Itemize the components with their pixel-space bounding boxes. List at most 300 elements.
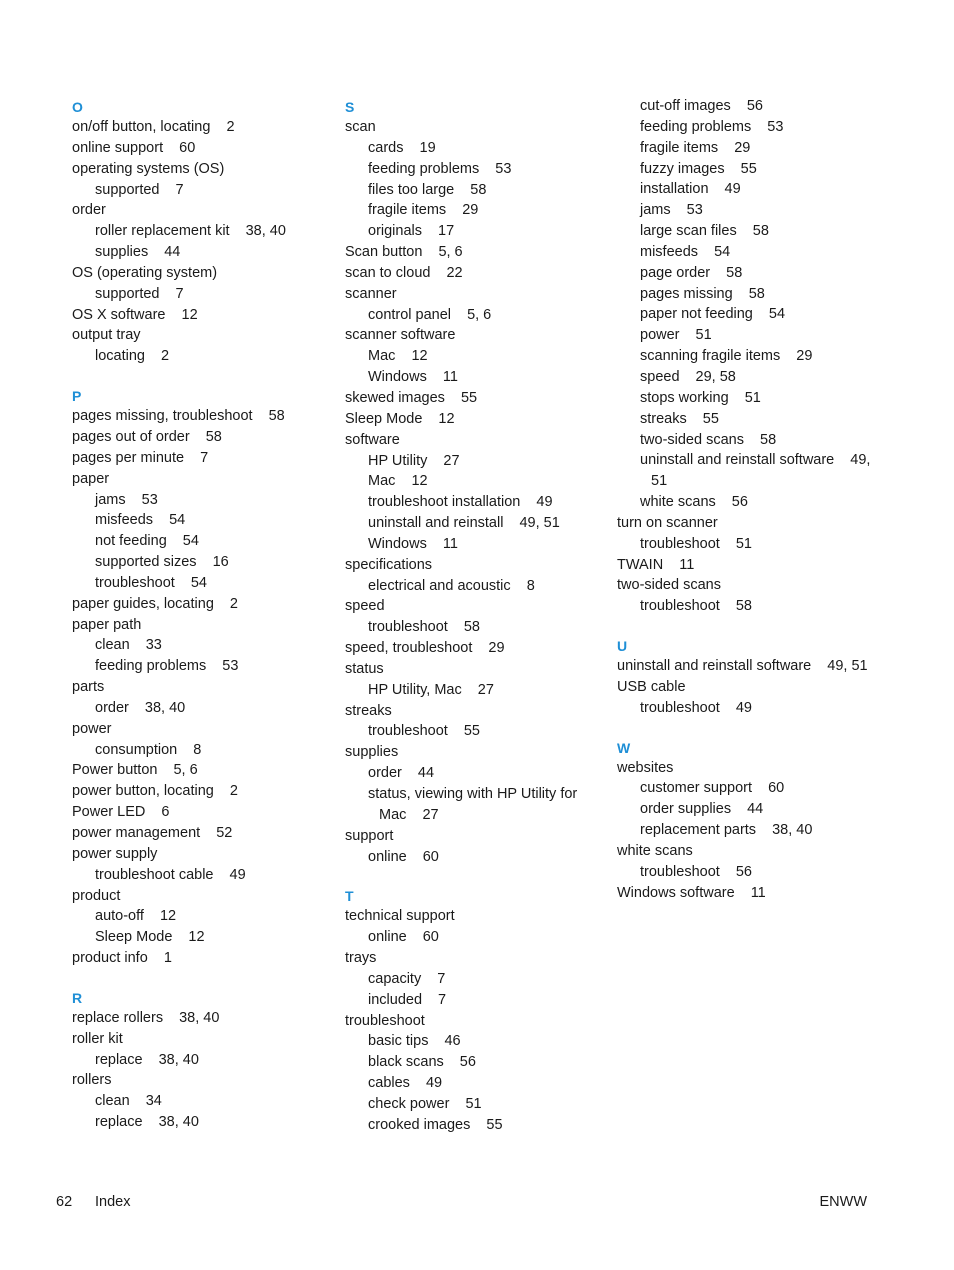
index-subentry: [72, 510, 322, 531]
entry-page-ref: 7: [200, 449, 209, 466]
entry-page-ref: 6: [161, 804, 170, 821]
entry-page-ref: 54: [190, 574, 207, 591]
entry-term: pages missing, troubleshoot: [72, 408, 253, 425]
entry-page-ref: 2: [226, 119, 235, 135]
index-entry: [345, 948, 600, 969]
entry-term: power management: [72, 825, 201, 841]
index-subentry: [617, 96, 877, 117]
index-subentry: [617, 862, 877, 883]
entry-term: OS X software: [72, 306, 166, 323]
entry-page-ref: 29, 58: [695, 368, 736, 385]
entry-term: Windows: [368, 535, 427, 552]
entry-term: feeding problems: [95, 658, 207, 675]
entry-term: replace: [95, 1114, 143, 1131]
entry-page-ref: 53: [141, 491, 158, 508]
entry-term: product info: [72, 950, 148, 967]
index-subentry: [345, 721, 600, 742]
entry-page-ref: 49: [425, 1075, 443, 1092]
index-subentry: [345, 492, 600, 513]
entry-page-ref: 53: [767, 118, 784, 135]
index-subentry: [617, 117, 877, 138]
entry-term: originals: [368, 223, 422, 240]
entry-term: online: [368, 929, 407, 946]
index-subentry: [345, 180, 600, 201]
entry-term: clean: [95, 1093, 130, 1110]
index-entry: [345, 555, 600, 576]
entry-term: misfeeds: [95, 512, 154, 529]
index-subentry: [617, 820, 877, 841]
index-section: [617, 96, 877, 617]
entry-page-ref: 53: [686, 202, 703, 219]
entry-page-ref: 56: [746, 98, 763, 114]
entry-term: pages missing: [640, 285, 733, 302]
entry-page-ref: 46: [444, 1033, 461, 1050]
entry-page-ref: 27: [422, 806, 439, 823]
index-subentry: [72, 221, 322, 242]
entry-term: cables: [368, 1075, 410, 1092]
entry-page-ref: 49, 51: [827, 658, 868, 675]
entry-term: Mac: [368, 348, 396, 365]
entry-term: Sleep Mode: [345, 410, 423, 427]
entry-term: feeding problems: [368, 160, 480, 177]
entry-term: troubleshoot: [368, 619, 448, 636]
entry-page-ref: 54: [714, 243, 731, 260]
section-letter-heading: W: [617, 739, 631, 756]
entry-term: consumption: [95, 741, 178, 758]
entry-term: parts: [72, 679, 105, 696]
index-subentry: [617, 799, 877, 820]
section-letter-heading: U: [617, 638, 628, 655]
index-subentry: [345, 576, 600, 597]
entry-term: TWAIN: [617, 556, 664, 573]
entry-page-ref: 2: [229, 783, 238, 800]
entry-term: operating systems (OS): [72, 160, 225, 177]
entry-term: black scans: [368, 1054, 444, 1071]
entry-page-ref: 49: [724, 181, 741, 198]
entry-term: supplies: [345, 744, 399, 761]
entry-term: speed, troubleshoot: [345, 640, 473, 657]
entry-page-ref: 58: [760, 431, 777, 448]
entry-term: stops working: [640, 389, 729, 406]
entry-page-ref: 11: [750, 884, 766, 901]
entry-term: troubleshoot installation: [368, 494, 521, 511]
entry-page-ref: 38, 40: [144, 699, 186, 716]
entry-term: power: [72, 720, 112, 737]
entry-term: troubleshoot: [640, 863, 720, 880]
entry-term: Sleep Mode: [95, 929, 173, 946]
index-subentry: [72, 906, 322, 927]
entry-term: pages per minute: [72, 449, 185, 466]
entry-term: speed: [345, 598, 385, 615]
entry-term: basic tips: [368, 1033, 429, 1050]
entry-term: websites: [617, 759, 674, 776]
entry-page-ref: 58: [726, 264, 743, 281]
index-entry: [72, 263, 322, 284]
entry-page-ref: 1: [163, 950, 172, 967]
entry-term: not feeding: [95, 533, 167, 550]
entry-page-ref: 49: [536, 494, 553, 511]
entry-page-ref: 49, 51: [519, 515, 560, 532]
footer-doc-code: ENWW: [819, 1194, 867, 1210]
entry-term: troubleshoot cable: [95, 866, 214, 883]
entry-page-ref: 55: [740, 160, 757, 177]
entry-term: troubleshoot: [640, 535, 720, 552]
index-subentry: [345, 927, 600, 948]
entry-term: jams: [95, 491, 126, 508]
index-subentry: [617, 304, 877, 325]
index-subentry: [617, 263, 877, 284]
entry-term: Power button: [72, 762, 158, 779]
index-subentry: [617, 450, 877, 492]
index-column-2: [345, 96, 600, 1154]
entry-term: files too large: [368, 181, 455, 198]
index-entry: [617, 883, 877, 904]
index-entry: [345, 596, 600, 617]
index-entry: [72, 677, 322, 698]
index-subentry: [72, 573, 322, 594]
entry-term: large scan files: [640, 223, 737, 240]
entry-page-ref: 60: [179, 139, 196, 156]
index-subentry: [617, 200, 877, 221]
entry-term: on/off button, locating: [72, 119, 211, 135]
index-entry: [345, 325, 600, 346]
entry-term: replace: [95, 1051, 143, 1068]
entry-page-ref: 55: [460, 389, 478, 406]
index-subentry: [617, 221, 877, 242]
index-entry: [617, 841, 877, 862]
index-subentry: [345, 1052, 600, 1073]
entry-page-ref: 27: [443, 452, 460, 469]
entry-term: Power LED: [72, 804, 146, 821]
entry-term: locating: [95, 348, 145, 365]
section-letter-heading: T: [345, 888, 354, 905]
entry-page-ref: 58: [470, 181, 487, 198]
entry-page-ref: 58: [735, 598, 752, 615]
entry-term: trays: [345, 950, 377, 967]
entry-term: roller kit: [72, 1030, 123, 1047]
entry-term: speed: [640, 368, 680, 385]
entry-page-ref: 5, 6: [467, 306, 492, 323]
index-subentry: [345, 1031, 600, 1052]
index-subentry: [617, 778, 877, 799]
entry-term: streaks: [345, 702, 392, 719]
entry-page-ref: 44: [164, 244, 181, 261]
entry-page-ref: 58: [463, 619, 480, 636]
entry-term: cut-off images: [640, 98, 731, 114]
entry-page-ref: 38, 40: [158, 1114, 199, 1131]
index-entry: [345, 826, 600, 847]
index-entry: [72, 138, 322, 159]
entry-page-ref: 29: [734, 139, 751, 156]
index-entry: [345, 263, 600, 284]
entry-page-ref: 52: [216, 825, 233, 841]
entry-page-ref: 12: [411, 473, 428, 490]
index-section: [72, 987, 322, 1133]
entry-term: Scan button: [345, 244, 423, 261]
entry-page-ref: 49, 51: [651, 452, 871, 490]
entry-page-ref: 58: [752, 223, 769, 240]
entry-term: electrical and acoustic: [368, 577, 511, 594]
index-entry: [345, 742, 600, 763]
entry-page-ref: 7: [437, 970, 446, 987]
index-entry: [72, 719, 322, 740]
index-entry: [617, 513, 877, 534]
entry-page-ref: 51: [695, 327, 712, 344]
entry-page-ref: 33: [145, 637, 162, 654]
index-subentry: [72, 927, 322, 948]
entry-term: fragile items: [368, 202, 447, 219]
entry-page-ref: 29: [488, 640, 505, 657]
index-entry: [345, 659, 600, 680]
entry-term: supported: [95, 285, 160, 302]
entry-term: installation: [640, 181, 709, 198]
entry-term: supported: [95, 181, 160, 198]
index-entry: [345, 906, 600, 927]
index-entry: [345, 1011, 600, 1032]
index-entry: [72, 615, 322, 636]
index-section: [345, 885, 600, 1135]
index-entry: [617, 677, 877, 698]
index-entry: [617, 555, 877, 576]
entry-term: support: [345, 827, 394, 844]
entry-term: pages out of order: [72, 428, 190, 445]
entry-term: jams: [640, 202, 671, 219]
entry-term: uninstall and reinstall software: [617, 658, 812, 675]
index-subentry: [72, 740, 322, 761]
entry-page-ref: 53: [495, 160, 512, 177]
index-section: [617, 737, 877, 904]
entry-term: product: [72, 887, 121, 904]
entry-page-ref: 60: [422, 929, 439, 946]
entry-page-ref: 38, 40: [158, 1051, 199, 1068]
index-subentry: [345, 617, 600, 638]
index-subentry: [617, 346, 877, 367]
index-subentry: [72, 1091, 322, 1112]
index-subentry: [617, 430, 877, 451]
entry-term: Windows software: [617, 884, 735, 901]
entry-term: rollers: [72, 1072, 112, 1089]
entry-page-ref: 44: [417, 765, 435, 782]
entry-term: included: [368, 991, 423, 1008]
index-subentry: [345, 969, 600, 990]
entry-page-ref: 8: [193, 741, 202, 758]
index-subentry: [617, 367, 877, 388]
index-subentry: [345, 451, 600, 472]
entry-page-ref: 38, 40: [772, 822, 813, 839]
index-subentry: [345, 471, 600, 492]
entry-term: troubleshoot: [345, 1012, 425, 1029]
index-subentry: [617, 388, 877, 409]
entry-page-ref: 38, 40: [179, 1009, 220, 1026]
entry-page-ref: 12: [181, 306, 198, 323]
index-entry: [617, 656, 877, 677]
entry-term: supported sizes: [95, 554, 197, 571]
index-subentry: [345, 138, 600, 159]
index-subentry: [345, 763, 600, 784]
index-subentry: [345, 990, 600, 1011]
entry-page-ref: 49: [229, 866, 246, 883]
index-entry: [72, 159, 322, 180]
index-entry: [345, 701, 600, 722]
entry-term: feeding problems: [640, 118, 752, 135]
entry-page-ref: 60: [422, 848, 439, 865]
entry-term: Mac: [368, 473, 396, 490]
index-section: [72, 385, 322, 969]
entry-page-ref: 34: [145, 1093, 162, 1110]
entry-term: check power: [368, 1095, 450, 1112]
entry-page-ref: 44: [747, 801, 764, 818]
entry-page-ref: 2: [229, 595, 238, 612]
index-subentry: [345, 1094, 600, 1115]
entry-page-ref: 55: [702, 410, 719, 427]
entry-term: order supplies: [640, 801, 732, 818]
entry-term: capacity: [368, 970, 422, 987]
index-subentry: [617, 325, 877, 346]
entry-page-ref: 5, 6: [438, 244, 463, 261]
entry-term: scanner software: [345, 327, 456, 344]
index-subentry: [72, 242, 322, 263]
entry-term: paper path: [72, 616, 142, 633]
index-entry: [72, 117, 322, 138]
entry-page-ref: 56: [459, 1054, 476, 1071]
entry-term: scan to cloud: [345, 264, 431, 281]
index-subentry: [72, 698, 322, 719]
index-entry: [345, 430, 600, 451]
entry-term: supplies: [95, 244, 149, 261]
index-entry: [72, 781, 322, 802]
footer-section-label: Index: [95, 1194, 131, 1210]
entry-page-ref: 2: [161, 348, 170, 365]
entry-term: HP Utility: [368, 452, 428, 469]
entry-page-ref: 60: [768, 780, 785, 797]
entry-term: OS (operating system): [72, 264, 218, 281]
index-subentry: [345, 346, 600, 367]
entry-term: white scans: [640, 494, 716, 511]
entry-term: power button, locating: [72, 783, 214, 800]
index-section: [345, 96, 600, 867]
section-letter-heading: P: [72, 388, 82, 405]
index-subentry: [345, 680, 600, 701]
entry-term: output tray: [72, 327, 141, 344]
entry-term: online support: [72, 139, 164, 156]
entry-term: order: [72, 202, 106, 219]
index-entry: [72, 802, 322, 823]
entry-term: troubleshoot: [640, 699, 720, 716]
entry-page-ref: 11: [442, 369, 458, 386]
entry-page-ref: 22: [446, 264, 463, 281]
entry-term: turn on scanner: [617, 514, 718, 531]
index-entry: [72, 469, 322, 490]
entry-term: fuzzy images: [640, 160, 725, 177]
index-subentry: [345, 200, 600, 221]
index-entry: [72, 886, 322, 907]
index-entry: [72, 427, 322, 448]
index-entry: [72, 1008, 322, 1029]
index-column-3: [617, 96, 877, 922]
entry-page-ref: 56: [735, 863, 752, 880]
index-entry: [345, 388, 600, 409]
index-entry: [617, 758, 877, 779]
entry-term: USB cable: [617, 678, 686, 695]
entry-page-ref: 56: [731, 494, 748, 511]
index-entry: [72, 594, 322, 615]
entry-page-ref: 54: [169, 512, 186, 529]
index-subentry: [345, 784, 600, 826]
entry-term: auto-off: [95, 908, 144, 925]
footer-page-number: 62: [56, 1194, 73, 1210]
index-subentry: [617, 284, 877, 305]
index-entry: [345, 638, 600, 659]
entry-term: troubleshoot: [640, 598, 720, 615]
index-subentry: [72, 531, 322, 552]
section-letter-heading: O: [72, 99, 83, 115]
entry-page-ref: 58: [748, 285, 765, 302]
index-entry: [72, 844, 322, 865]
entry-page-ref: 58: [205, 428, 222, 445]
entry-term: two-sided scans: [617, 577, 721, 594]
entry-page-ref: 19: [419, 139, 436, 156]
entry-term: white scans: [617, 843, 693, 859]
entry-term: cards: [368, 139, 404, 156]
index-entry: [72, 760, 322, 781]
entry-term: Windows: [368, 369, 427, 386]
index-column-1: [72, 96, 322, 1151]
entry-term: power: [640, 327, 680, 344]
index-entry: [72, 200, 322, 221]
entry-page-ref: 11: [679, 556, 695, 573]
entry-page-ref: 55: [463, 723, 480, 740]
entry-term: troubleshoot: [95, 574, 175, 591]
entry-page-ref: 29: [462, 202, 479, 219]
index-subentry: [72, 1112, 322, 1133]
index-subentry: [617, 242, 877, 263]
entry-page-ref: 51: [465, 1095, 482, 1112]
entry-term: uninstall and reinstall: [368, 515, 504, 532]
entry-term: status, viewing with HP Utility for Mac: [368, 786, 578, 823]
entry-term: scanner: [345, 285, 397, 302]
entry-page-ref: 7: [175, 181, 184, 198]
index-entry: [72, 406, 322, 427]
index-entry: [72, 1070, 322, 1091]
entry-page-ref: 38, 40: [245, 223, 286, 240]
index-subentry: [72, 346, 322, 367]
index-entry: [345, 242, 600, 263]
section-letter-heading: S: [345, 99, 355, 115]
entry-page-ref: 49: [735, 699, 752, 716]
index-subentry: [345, 513, 600, 534]
index-subentry: [617, 596, 877, 617]
entry-page-ref: 7: [438, 991, 447, 1008]
entry-term: streaks: [640, 410, 687, 427]
entry-term: crooked images: [368, 1116, 471, 1133]
index-entry: [72, 948, 322, 969]
entry-term: HP Utility, Mac: [368, 681, 462, 698]
entry-page-ref: 51: [744, 389, 761, 406]
entry-page-ref: 8: [526, 577, 535, 594]
entry-page-ref: 54: [182, 533, 199, 550]
index-subentry: [72, 284, 322, 305]
entry-term: replace rollers: [72, 1009, 164, 1026]
index-section: [72, 96, 322, 367]
entry-term: clean: [95, 637, 130, 654]
index-entry: [72, 325, 322, 346]
entry-term: paper guides, locating: [72, 595, 214, 612]
entry-term: online: [368, 848, 407, 865]
index-subentry: [72, 552, 322, 573]
entry-term: roller replacement kit: [95, 223, 230, 240]
index-subentry: [72, 635, 322, 656]
index-subentry: [345, 1115, 600, 1136]
